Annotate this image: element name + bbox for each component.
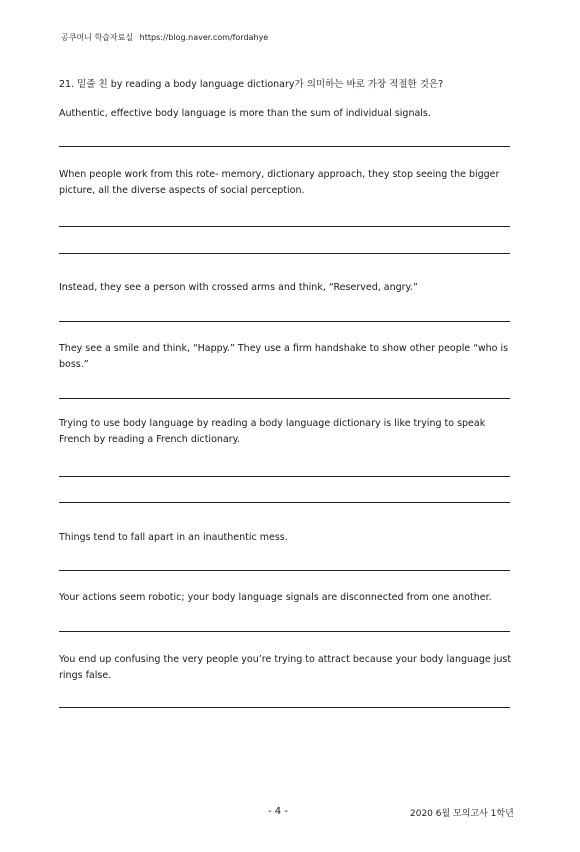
sentence-6: Things tend to fall apart in an inauthentic mess.: [59, 532, 288, 543]
sentence-5: Trying to use body language by reading a body language dictionary is like trying to speak French by reading a French dictionary.: [59, 418, 486, 445]
answer-line: [59, 398, 510, 399]
page-number: - 4 -: [268, 806, 288, 817]
blog-url: https://blog.naver.com/fordahye: [139, 33, 269, 42]
blog-name: 공쿠머니 학습자료실: [61, 33, 134, 42]
answer-line: [59, 570, 510, 571]
sentence-2: When people work from this rote- memory, dictionary approach, they stop seeing the bigger picture, all the diverse aspects of social perception.: [59, 169, 500, 196]
answer-line: [59, 502, 510, 503]
answer-line: [59, 321, 510, 322]
question-title: 21. 밑줄 친 by reading a body language dictionary가 의미하는 바로 가장 적절한 것은?: [59, 79, 444, 90]
answer-line: [59, 707, 510, 708]
sentence-7: Your actions seem robotic; your body language signals are disconnected from one another.: [59, 592, 492, 603]
answer-line: [59, 146, 510, 147]
page-header: [61, 32, 268, 43]
exam-info: 2020 6월 모의고사 1학년: [410, 809, 514, 819]
answer-line: [59, 631, 510, 632]
sentence-4: They see a smile and think, “Happy.” They use a firm handshake to show other people “who is boss.”: [59, 343, 509, 370]
sentence-1: Authentic, effective body language is more than the sum of individual signals.: [59, 108, 431, 119]
sentence-3: Instead, they see a person with crossed arms and think, “Reserved, angry.”: [59, 282, 418, 293]
answer-line: [59, 253, 510, 254]
answer-line: [59, 476, 510, 477]
answer-line: [59, 226, 510, 227]
sentence-8: You end up confusing the very people you’re trying to attract because your body language just rings false.: [59, 654, 512, 681]
